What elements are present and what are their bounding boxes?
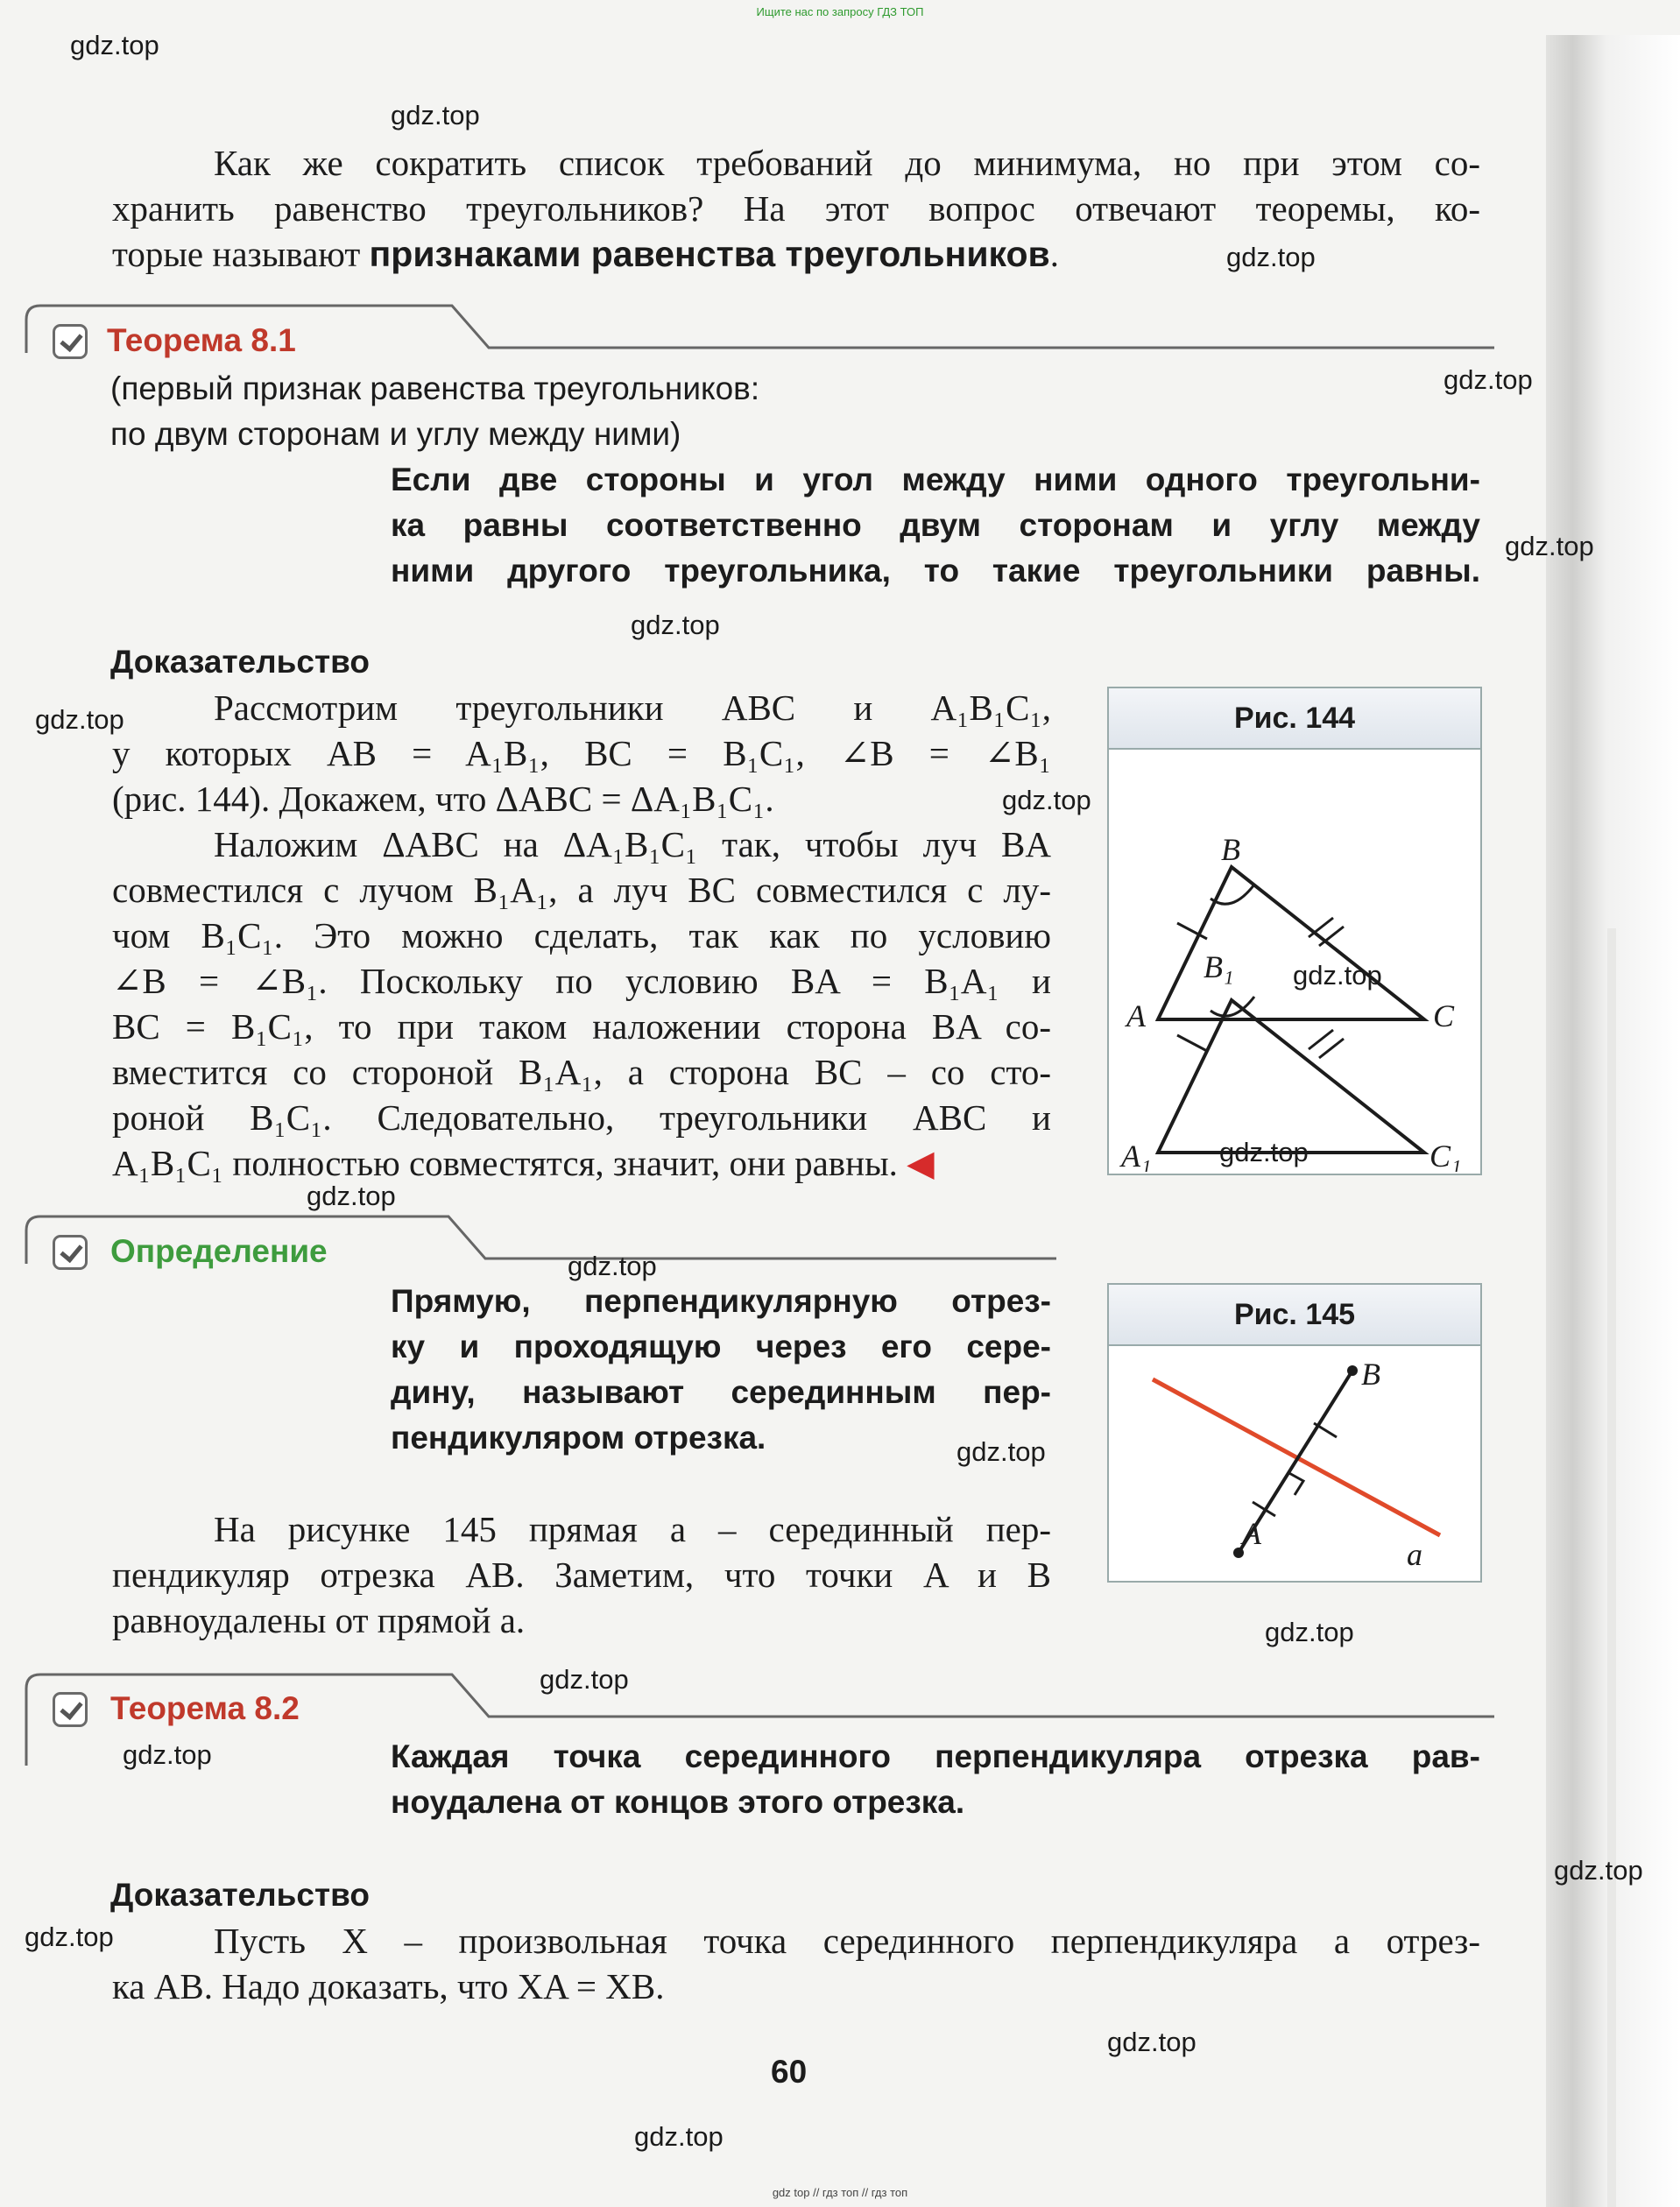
checkbox-icon xyxy=(53,1235,88,1270)
checkbox-icon xyxy=(53,1692,88,1727)
watermark: gdz.top xyxy=(391,100,480,130)
intro-line-1: Как же сократить список требований до минимума, но при этом со- xyxy=(214,143,1480,183)
fig145-text-3: равноудалены от прямой a. xyxy=(112,1600,526,1640)
proof2-line-2: ка AB. Надо доказать, что XA = XB. xyxy=(112,1966,665,2006)
proof1-line-8: BC = B₁C₁, то при таком наложении сторона BA со- xyxy=(112,1006,1051,1047)
watermark: gdz.top xyxy=(1505,531,1594,561)
proof1-line-1: Рассмотрим треугольники ABC и A₁B₁C₁, xyxy=(214,687,1051,728)
proof1-line-6: чом B₁C₁. Это можно сделать, так как по условию xyxy=(112,915,1051,955)
label-b: B xyxy=(1361,1357,1380,1392)
watermark: gdz.top xyxy=(70,30,159,60)
theorem1-statement-2: ка равны соответственно двум сторонам и углу между xyxy=(391,507,1480,543)
theorem2-label: Теорема 8.2 xyxy=(110,1690,300,1726)
figure-145-title: Рис. 145 xyxy=(1109,1285,1480,1346)
watermark: gdz.top xyxy=(35,704,124,735)
watermark: gdz.top xyxy=(1219,1137,1309,1167)
theorem1-subtitle-2: по двум сторонам и углу между ними) xyxy=(110,416,681,452)
watermark: gdz.top xyxy=(1002,785,1091,815)
theorem2-statement-1: Каждая точка серединного перпендикуляра отрезка рав- xyxy=(391,1738,1480,1774)
watermark: gdz.top xyxy=(1444,364,1533,395)
label-line-a: a xyxy=(1407,1537,1422,1572)
label-a: A xyxy=(1126,998,1146,1033)
watermark: gdz.top xyxy=(634,2121,724,2152)
watermark: gdz.top xyxy=(631,610,720,640)
page-number: 60 xyxy=(771,2054,808,2090)
point-b xyxy=(1347,1365,1358,1376)
proof1-line-3: (рис. 144). Докажем, что ΔABC = ΔA₁B₁C₁. xyxy=(112,779,774,819)
watermark: gdz.top xyxy=(25,1921,114,1952)
figure-145-drawing xyxy=(1109,1344,1480,1581)
watermark: gdz.top xyxy=(1107,2027,1196,2057)
fig145-text-1: На рисунке 145 прямая a – серединный пер- xyxy=(214,1509,1051,1549)
theorem2-statement-2: ноудалена от концов этого отрезка. xyxy=(391,1784,965,1820)
theorem1-label: Теорема 8.1 xyxy=(107,322,296,358)
figure-144 xyxy=(1107,687,1482,1175)
figure-145 xyxy=(1107,1283,1482,1583)
triangle-abc xyxy=(1158,867,1424,1019)
fig145-text-2: пендикуляр отрезка AB. Заметим, что точки A и B xyxy=(112,1555,1051,1595)
watermark: gdz.top xyxy=(307,1181,396,1211)
watermark: gdz.top xyxy=(540,1664,629,1695)
b1c1-ticks xyxy=(1309,1030,1344,1058)
proof2-line-1: Пусть X – произвольная точка серединного перпендикуляра a отрез- xyxy=(214,1921,1480,1961)
bottom-note: gdz top // гдз топ // гдз топ xyxy=(772,2186,908,2199)
label-a1: A₁ xyxy=(1121,1139,1152,1172)
checkbox-icon xyxy=(53,324,88,359)
watermark: gdz.top xyxy=(1554,1855,1643,1886)
top-note: Ищите нас по запросу ГДЗ ТОП xyxy=(756,5,924,18)
bc-ticks xyxy=(1309,918,1344,946)
right-angle-mark xyxy=(1288,1472,1303,1495)
next-page-edge xyxy=(1607,928,1616,2207)
proof1-line-2: у которых AB = A₁B₁, BC = B₁C₁, ∠B = ∠B₁ xyxy=(112,733,1051,773)
theorem1-statement-3: ними другого треугольника, то такие треугольники равны. xyxy=(391,553,1480,589)
proof2-heading: Доказательство xyxy=(110,1877,370,1913)
figure-144-title: Рис. 144 xyxy=(1109,688,1480,750)
proof1-line-9: вместится со стороной B₁A₁, а сторона BC – со сто- xyxy=(112,1052,1051,1092)
proof1-line-11: A₁B₁C₁ полностью совместятся, значит, они равны. ◀ xyxy=(112,1143,935,1183)
intro-bold-term: признаками равенства треугольников xyxy=(369,234,1050,274)
theorem1-statement-1: Если две стороны и угол между ними одного треугольни- xyxy=(391,462,1480,497)
label-a: A xyxy=(1242,1516,1261,1551)
label-b: B xyxy=(1221,832,1240,867)
proof1-line-4: Наложим ΔABC на ΔA₁B₁C₁ так, чтобы луч BA xyxy=(214,824,1051,864)
watermark: gdz.top xyxy=(1226,242,1316,272)
definition-text-1: Прямую, перпендикулярную отрез- xyxy=(391,1283,1051,1319)
theorem1-subtitle-1: (первый признак равенства треугольников: xyxy=(110,370,760,406)
watermark: gdz.top xyxy=(1293,960,1382,991)
watermark: gdz.top xyxy=(1265,1617,1354,1647)
watermark: gdz.top xyxy=(568,1251,657,1281)
proof1-line-5: совместился с лучом B₁A₁, а луч BC совместился с лу- xyxy=(112,870,1051,910)
proof1-heading: Доказательство xyxy=(110,644,370,680)
label-c: C xyxy=(1433,998,1455,1033)
intro-line-3: торые называют признаками равенства треугольников. xyxy=(112,234,1059,274)
label-b1: B₁ xyxy=(1204,949,1234,984)
proof1-line-10: роной B₁C₁. Следовательно, треугольники ABC и xyxy=(112,1097,1051,1138)
qed-marker: ◀ xyxy=(907,1143,935,1183)
label-c1: C₁ xyxy=(1429,1139,1462,1172)
definition-text-4: пендикуляром отрезка. xyxy=(391,1420,766,1456)
proof1-line-7: ∠B = ∠B₁. Поскольку по условию BA = B₁A₁ и xyxy=(112,961,1051,1001)
watermark: gdz.top xyxy=(123,1739,212,1770)
definition-text-3: дину, называют серединным пер- xyxy=(391,1374,1051,1410)
mb-tick xyxy=(1314,1423,1337,1437)
definition-label: Определение xyxy=(110,1233,328,1269)
intro-line-2: хранить равенство треугольников? На этот вопрос отвечают теоремы, ко- xyxy=(112,188,1480,229)
a1b1-tick xyxy=(1177,1035,1207,1051)
triangle-a1b1c1 xyxy=(1158,1000,1424,1153)
definition-text-2: ку и проходящую через его сере- xyxy=(391,1329,1051,1364)
watermark: gdz.top xyxy=(956,1436,1046,1467)
